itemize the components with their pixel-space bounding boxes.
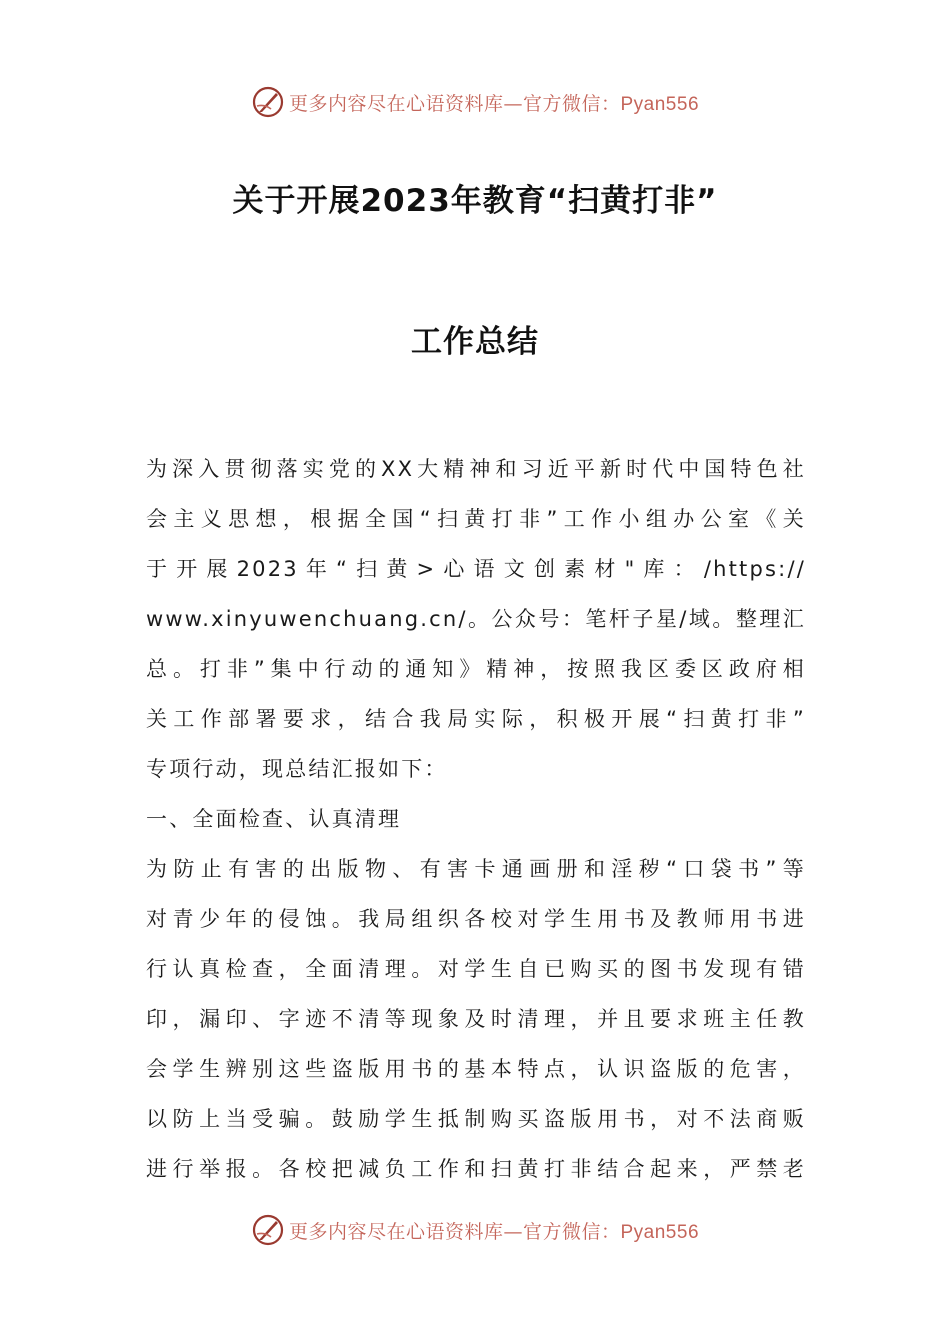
document-title-line-1: 关于开展2023年教育“扫黄打非”	[232, 183, 718, 219]
section-heading: 一、全面检查、认真清理	[146, 807, 402, 831]
watermark-text	[289, 89, 699, 116]
watermark-label: 更多内容尽在心语资料库—官方微信：	[288, 1220, 621, 1243]
body-line: 进行举报。各校把减负工作和扫黄打非结合起来，严禁老	[146, 1157, 806, 1181]
document-title-line-2: 工作总结	[411, 324, 539, 360]
body-line: 会主义思想，根据全国“扫黄打非”工作小组办公室《关	[146, 507, 806, 531]
body-line: 总。打非”集中行动的通知》精神，按照我区委区政府相	[146, 657, 806, 681]
body-line: www.xinyuwenchuang.cn/。公众号：笔杆子星/域。整理汇	[146, 607, 806, 631]
footer-watermark	[0, 1210, 950, 1250]
body-line: 为深入贯彻落实党的XX大精神和习近平新时代中国特色社	[146, 457, 806, 481]
body-line: 对青少年的侵蚀。我局组织各校对学生用书及教师用书进	[146, 907, 806, 931]
document-body	[146, 444, 806, 1194]
body-line: 专项行动，现总结汇报如下：	[146, 757, 448, 781]
body-line: 为防止有害的出版物、有害卡通画册和淫秽“口袋书”等	[146, 857, 806, 881]
watermark-label: 更多内容尽在心语资料库—官方微信：	[288, 92, 621, 115]
body-line: 会学生辨别这些盗版用书的基本特点，认识盗版的危害，	[146, 1057, 806, 1081]
body-line: 印，漏印、字迹不清等现象及时清理，并且要求班主任教	[146, 1007, 806, 1031]
body-line: 以防上当受骗。鼓励学生抵制购买盗版用书，对不法商贩	[146, 1107, 806, 1131]
header-watermark	[0, 82, 950, 122]
watermark-text	[289, 1217, 699, 1244]
body-line: 于开展2023年“扫黄>心语文创素材"库：/https://	[146, 557, 806, 581]
quill-logo-icon	[251, 85, 285, 119]
body-line: 关工作部署要求，结合我局实际，积极开展“扫黄打非”	[146, 707, 806, 731]
quill-logo-icon	[251, 1213, 285, 1247]
watermark-wechat-id: Pyan556	[620, 1221, 700, 1243]
body-line: 行认真检查，全面清理。对学生自已购买的图书发现有错	[146, 957, 806, 981]
watermark-wechat-id: Pyan556	[620, 93, 700, 115]
